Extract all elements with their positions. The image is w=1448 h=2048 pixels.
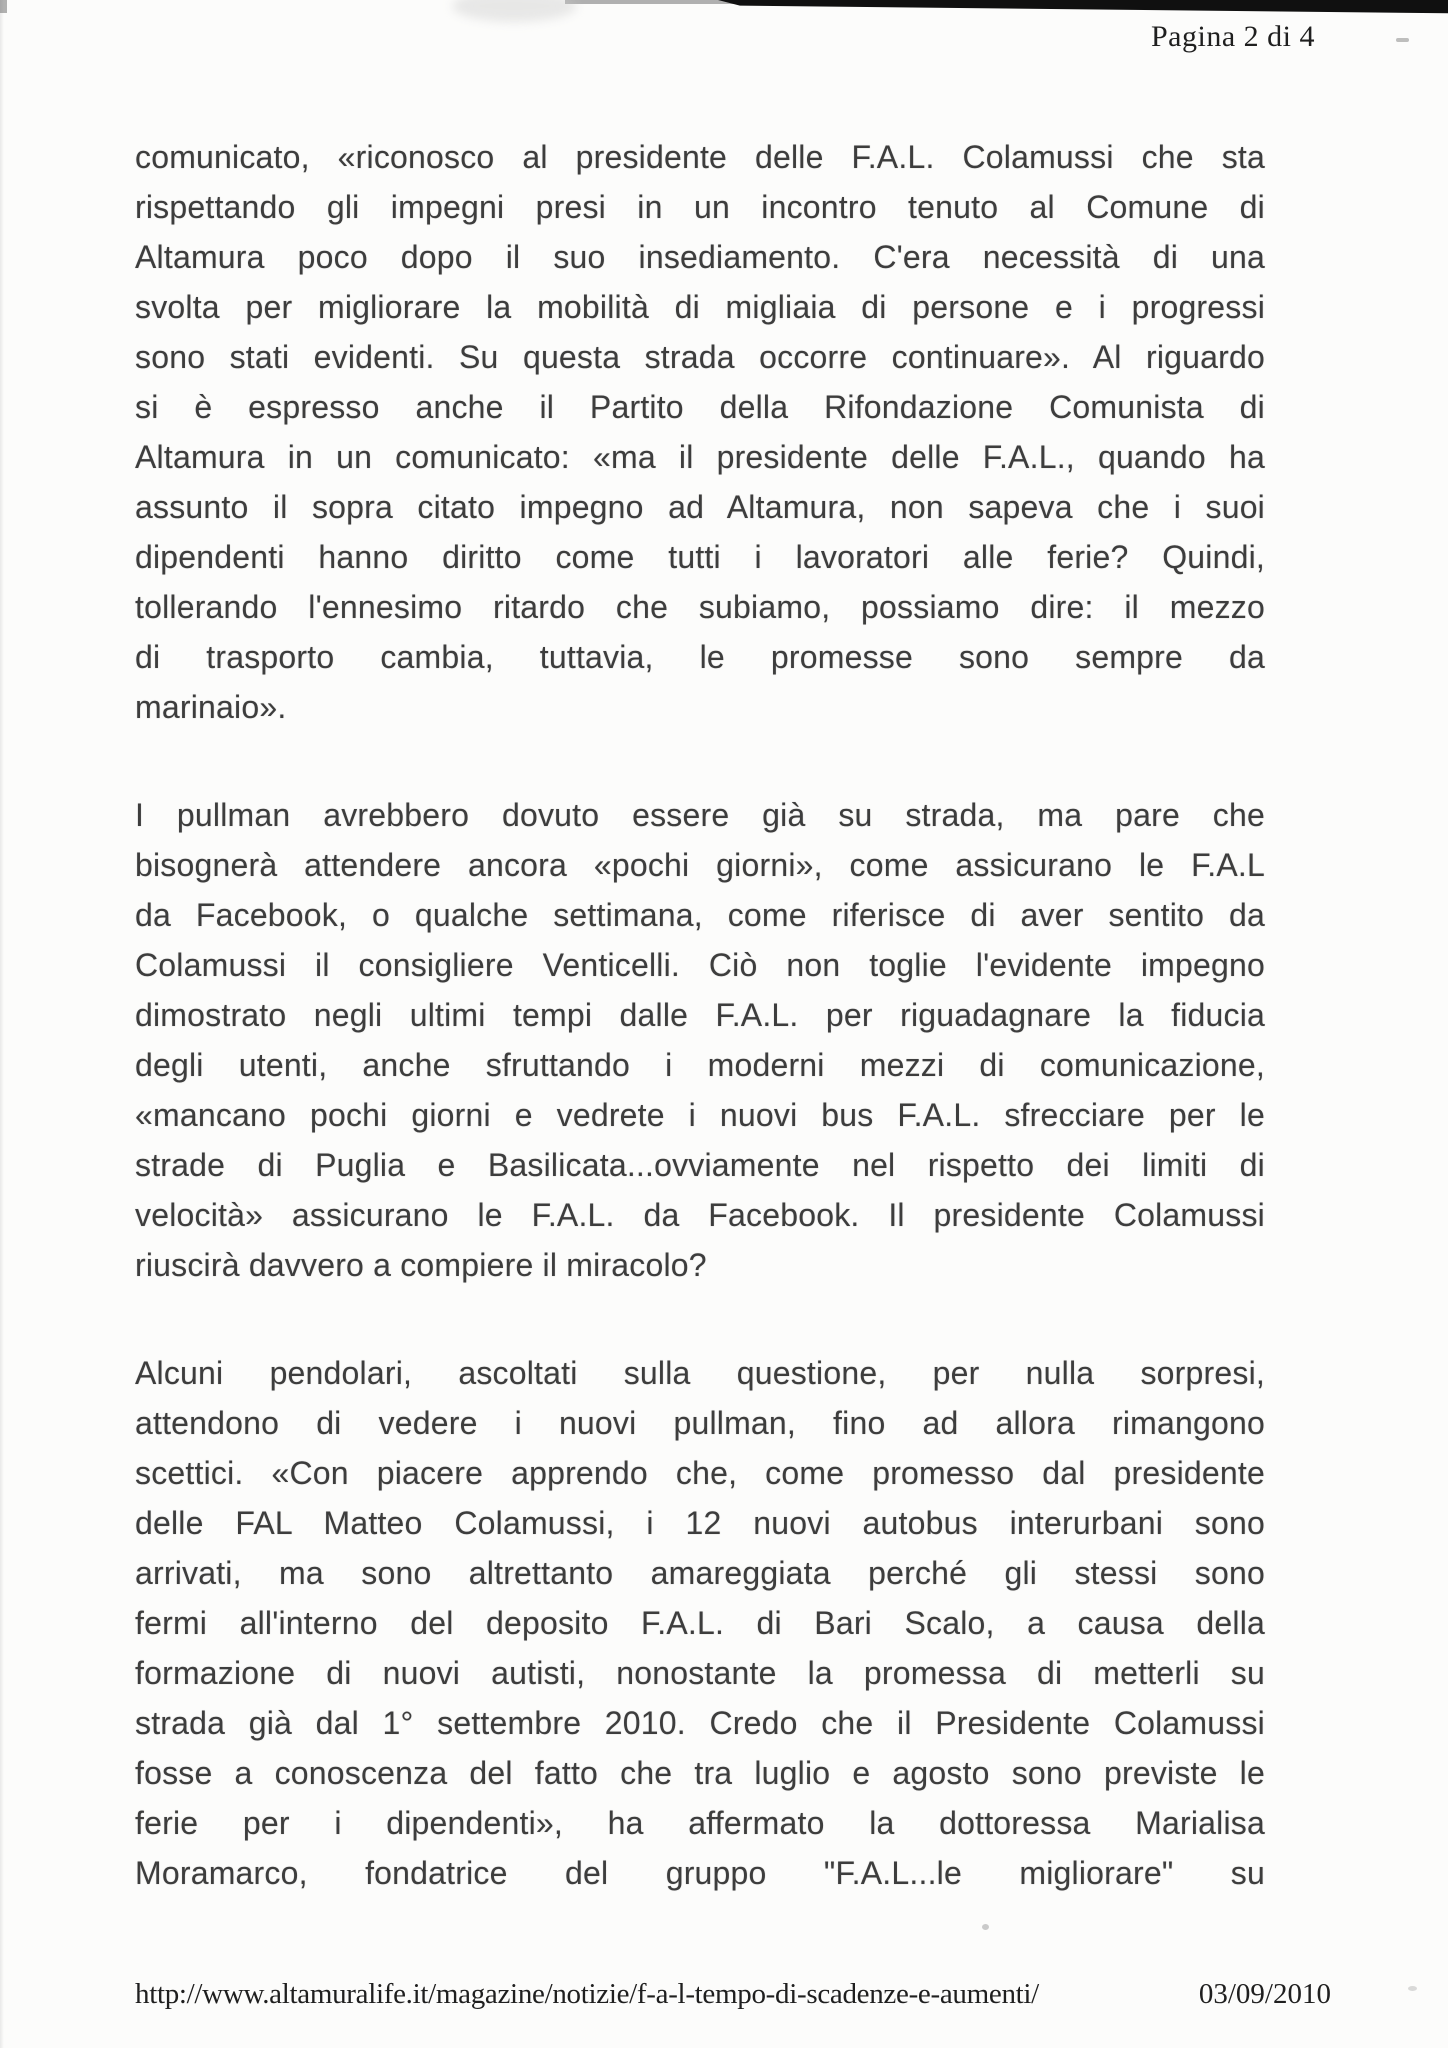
text-line: da Facebook, o qualche settimana, come riferisce di aver sentito da [135,897,1265,933]
paragraph [135,132,1265,732]
text-line: strade di Puglia e Basilicata...ovviamente nel rispetto dei limiti di [135,1147,1265,1183]
text-line: sono stati evidenti. Su questa strada occorre continuare». Al riguardo [135,339,1265,375]
text-line: assunto il sopra citato impegno ad Altamura, non sapeva che i suoi [135,489,1265,525]
print-date: 03/09/2010 [1198,1978,1331,2010]
scan-artifact-top-strip [718,0,1448,14]
text-line: bisognerà attendere ancora «pochi giorni», come assicurano le F.A.L [135,847,1265,883]
text-line: marinaio». [135,689,287,725]
paragraph [135,790,1265,1290]
text-line: «mancano pochi giorni e vedrete i nuovi bus F.A.L. sfrecciare per le [135,1097,1265,1133]
text-line: tollerando l'ennesimo ritardo che subiamo, possiamo dire: il mezzo [135,589,1265,625]
text-line: I pullman avrebbero dovuto essere già su strada, ma pare che [135,797,1265,833]
text-line: Moramarco, fondatrice del gruppo "F.A.L...le migliorare" su [135,1855,1265,1891]
scan-artifact-dot [1408,1986,1417,1991]
text-line: formazione di nuovi autisti, nonostante la promessa di metterli su [135,1655,1265,1691]
scan-artifact-dash [1396,38,1409,42]
scan-artifact-dot [982,1924,989,1930]
scan-artifact-corner-speck [0,0,7,13]
paragraph [135,1348,1265,1898]
text-line: dimostrato negli ultimi tempi dalle F.A.L. per riguadagnare la fiducia [135,997,1265,1033]
text-line: di trasporto cambia, tuttavia, le promesse sono sempre da [135,639,1265,675]
text-line: degli utenti, anche sfruttando i moderni mezzi di comunicazione, [135,1047,1265,1083]
text-line: fermi all'interno del deposito F.A.L. di Bari Scalo, a causa della [135,1605,1265,1641]
article-body [135,132,1265,1898]
text-line: Altamura in un comunicato: «ma il presidente delle F.A.L., quando ha [135,439,1265,475]
text-line: scettici. «Con piacere apprendo che, come promesso dal presidente [135,1455,1265,1491]
scan-artifact-left-edge [0,0,4,2048]
text-line: riuscirà davvero a compiere il miracolo? [135,1247,707,1283]
text-line: dipendenti hanno diritto come tutti i lavoratori alle ferie? Quindi, [135,539,1265,575]
text-line: Colamussi il consigliere Venticelli. Ciò non toglie l'evidente impegno [135,947,1265,983]
text-line: rispettando gli impegni presi in un incontro tenuto al Comune di [135,189,1265,225]
text-line: delle FAL Matteo Colamussi, i 12 nuovi autobus interurbani sono [135,1505,1265,1541]
text-line: ferie per i dipendenti», ha affermato la dottoressa Marialisa [135,1805,1265,1841]
scan-artifact-smudge [452,0,577,22]
text-line: Altamura poco dopo il suo insediamento. C'era necessità di una [135,239,1265,275]
text-line: si è espresso anche il Partito della Rifondazione Comunista di [135,389,1265,425]
source-url: http://www.altamuralife.it/magazine/notizie/f-a-l-tempo-di-scadenze-e-aumenti/ [135,1978,1039,2010]
text-line: fosse a conoscenza del fatto che tra luglio e agosto sono previste le [135,1755,1265,1791]
text-line: arrivati, ma sono altrettanto amareggiata perché gli stessi sono [135,1555,1265,1591]
text-line: comunicato, «riconosco al presidente delle F.A.L. Colamussi che sta [135,139,1265,175]
page-footer [135,1978,1331,2011]
text-line: Alcuni pendolari, ascoltati sulla questione, per nulla sorpresi, [135,1355,1265,1391]
text-line: attendono di vedere i nuovi pullman, fino ad allora rimangono [135,1405,1265,1441]
text-line: velocità» assicurano le F.A.L. da Facebook. Il presidente Colamussi [135,1197,1265,1233]
page-number: Pagina 2 di 4 [1151,20,1315,53]
text-line: strada già dal 1° settembre 2010. Credo che il Presidente Colamussi [135,1705,1265,1741]
text-line: svolta per migliorare la mobilità di migliaia di persone e i progressi [135,289,1265,325]
